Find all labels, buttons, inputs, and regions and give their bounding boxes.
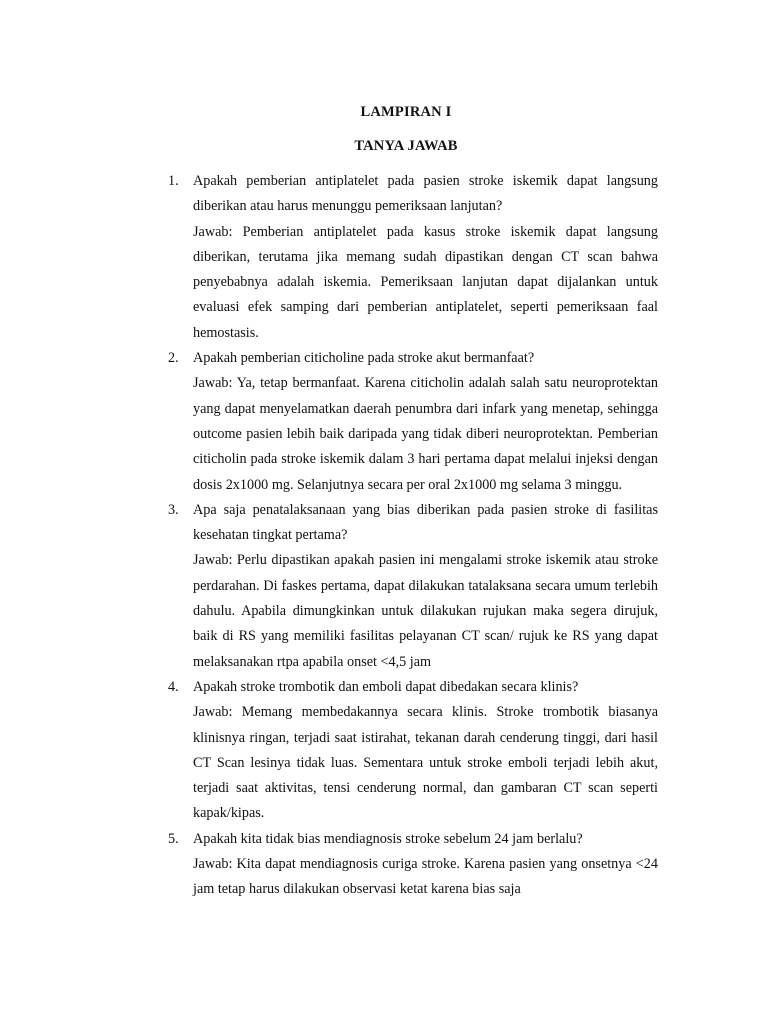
qa-answer: Jawab: Memang membedakannya secara klinis. Stroke trombotik biasanya klinisnya ringan, terjadi saat istirahat, tekanan darah cenderung tinggi, dari hasil CT Scan lesinya tidak luas. Sementara untuk stroke emboli terjadi lebih akut, terjadi saat aktivitas, tensi cenderung normal, dan gambaran CT scan seperti kapak/kipas. — [193, 704, 658, 822]
qa-question: Apakah pemberian antiplatelet pada pasien stroke iskemik dapat langsung diberikan atau harus menunggu pemeriksaan lanjutan? — [193, 173, 658, 215]
qa-number: 2. — [168, 350, 179, 367]
qa-question: Apakah kita tidak bias mendiagnosis stroke sebelum 24 jam berlalu? — [193, 830, 583, 847]
qa-number: 5. — [168, 830, 179, 847]
qa-list — [168, 169, 658, 903]
qa-answer: Jawab: Pemberian antiplatelet pada kasus stroke iskemik dapat langsung diberikan, terutama jika memang sudah dipastikan dengan CT scan bahwa penyebabnya adalah iskemia. Pemeriksaan lanjutan dapat dijalankan untuk evaluasi efek samping dari pemberian antiplatelet, seperti pemeriksaan faal hemostasis. — [193, 223, 658, 341]
document-title: LAMPIRAN I — [360, 104, 452, 120]
qa-number: 1. — [168, 173, 179, 189]
qa-item-2 — [168, 346, 658, 498]
qa-question: Apakah pemberian citicholine pada stroke akut bermanfaat? — [193, 350, 535, 367]
qa-answer: Jawab: Kita dapat mendiagnosis curiga stroke. Karena pasien yang onsetnya <24 jam tetap harus dilakukan observasi ketat karena bias saja — [193, 856, 658, 898]
document-subtitle: TANYA JAWAB — [354, 138, 458, 154]
qa-item-3 — [168, 498, 658, 675]
qa-question: Apa saja penatalaksanaan yang bias diberikan pada pasien stroke di fasilitas kesehatan tingkat pertama? — [193, 501, 658, 544]
qa-item-4 — [168, 675, 658, 827]
qa-question: Apakah stroke trombotik dan emboli dapat dibedakan secara klinis? — [193, 678, 579, 695]
qa-item-5 — [168, 827, 658, 903]
qa-number: 4. — [168, 678, 179, 695]
qa-answer: Jawab: Ya, tetap bermanfaat. Karena citicholin adalah salah satu neuroprotektan yang dapat menyelamatkan daerah penumbra dari infark yang menetap, sehingga outcome pasien lebih baik daripada yang tidak diberi neuroprotektan. Pemberian citicholin pada stroke iskemik dalam 3 hari pertama dapat melalui injeksi dengan dosis 2x1000 mg. Selanjutnya secara per oral 2x1000 mg selama 3 minggu. — [193, 375, 658, 493]
qa-item-1 — [168, 169, 658, 346]
qa-answer: Jawab: Perlu dipastikan apakah pasien ini mengalami stroke iskemik atau stroke perdarahan. Di faskes pertama, dapat dilakukan tatalaksana secara umum terlebih dahulu. Apabila dimungkinkan untuk dilakukan rujukan maka segera dirujuk, baik di RS yang memiliki fasilitas pelayanan CT scan/ rujuk ke RS yang dapat melaksanakan rtpa apabila onset <4,5 jam — [193, 552, 658, 670]
qa-number: 3. — [168, 501, 179, 518]
